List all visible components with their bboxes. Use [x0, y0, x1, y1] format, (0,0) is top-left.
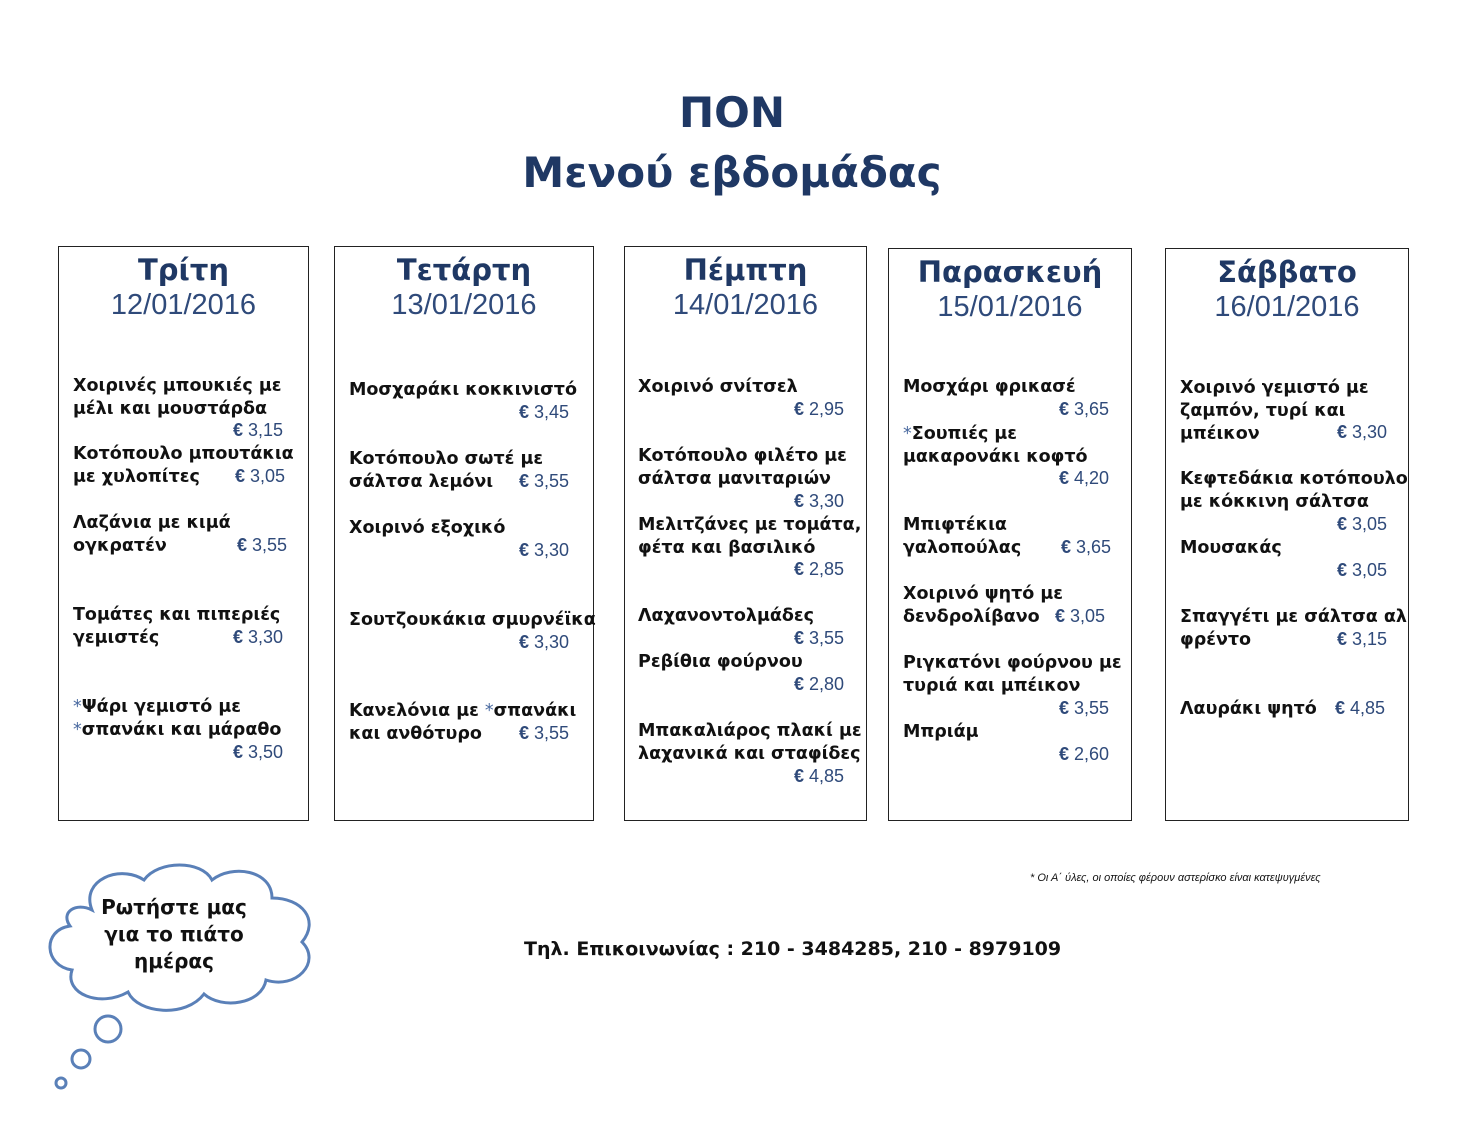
dish-name: Ρεβίθια φούρνου — [638, 652, 803, 672]
dish-name: Κοτόπουλο φιλέτο με σάλτσα μανιταριών — [638, 446, 847, 489]
dish-price: € 3,55 — [237, 535, 288, 555]
dish-name: Λαζάνια με κιμά ογκρατέν — [73, 513, 231, 556]
dish-price: € 3,05 — [1337, 514, 1388, 534]
day-card-thursday — [624, 246, 867, 821]
day-name: Πέμπτη — [683, 253, 808, 287]
dish-price: € 3,30 — [519, 540, 570, 560]
dish-name: Κεφτεδάκια κοτόπουλο με κόκκινη σάλτσα — [1180, 469, 1408, 512]
dish-price: € 3,15 — [1337, 629, 1388, 649]
dish-price: € 2,85 — [794, 559, 845, 579]
day-date: 14/01/2016 — [672, 289, 819, 321]
day-name: Σάββατο — [1217, 255, 1357, 289]
asterisk-mark: * — [73, 720, 82, 740]
dish-price: € 3,30 — [794, 491, 845, 511]
dish-price: € 3,55 — [519, 471, 570, 491]
day-date: 15/01/2016 — [937, 291, 1083, 323]
dish-name: Λαχανοντολμάδες — [638, 606, 815, 626]
dish-price: € 3,65 — [1061, 537, 1112, 557]
dish-name: Τομάτες και πιπεριές γεμιστές — [73, 605, 281, 648]
menu-title: Μενού εβδομάδας — [522, 148, 942, 197]
dish-name: *Ψάρι γεμιστό με *σπανάκι και μάραθο — [73, 697, 282, 740]
dish-name: Σουτζουκάκια σμυρνέϊκα — [349, 610, 596, 630]
dish-name: Χοιρινό ψητό με δενδρολίβανο — [903, 584, 1063, 627]
dish-name: Κοτόπουλο μπουτάκια με χυλοπίτες — [73, 444, 294, 487]
dish-price: € 3,45 — [519, 402, 570, 422]
asterisk-mark: * — [484, 701, 494, 721]
dish-price: € 3,15 — [233, 420, 284, 440]
dish-name: Ριγκατόνι φούρνου με τυριά και μπέικον — [903, 653, 1122, 696]
dish-price: € 3,05 — [235, 466, 286, 486]
dish-name: Κοτόπουλο σωτέ με σάλτσα λεμόνι — [349, 449, 544, 492]
dish-price: € 3,30 — [519, 632, 570, 652]
dish-name: *Σουπιές με μακαρονάκι κοφτό — [903, 424, 1088, 467]
dish-price: € 2,95 — [794, 399, 845, 419]
dish-price: € 3,05 — [1055, 606, 1106, 626]
dish-price: € 3,30 — [1337, 422, 1388, 442]
day-card-friday — [888, 248, 1132, 821]
dish-price: € 3,55 — [519, 723, 570, 743]
asterisk-mark: * — [903, 424, 912, 444]
dish-price: € 3,55 — [794, 628, 845, 648]
day-card-saturday — [1165, 248, 1409, 821]
dish-name: Χοιρινό σνίτσελ — [638, 377, 798, 397]
dish-name: Μοσχάρι φρικασέ — [903, 377, 1076, 397]
dish-price: € 3,65 — [1059, 399, 1110, 419]
dish-name: Μπιφτέκια γαλοπούλας — [903, 515, 1022, 558]
dish-of-day-cloud-text: Ρωτήστε μας για το πιάτο ημέρας — [101, 895, 247, 973]
menu-org-title: ΠΟΝ — [678, 88, 785, 137]
dish-price: € 4,85 — [794, 766, 845, 786]
dish-name: Μοσχαράκι κοκκινιστό — [349, 380, 577, 400]
dish-name: Λαυράκι ψητό — [1180, 699, 1317, 719]
dish-price: € 3,55 — [1059, 698, 1110, 718]
day-name: Τρίτη — [138, 253, 229, 287]
dish-price: € 3,30 — [233, 627, 284, 647]
dish-price: € 4,20 — [1059, 468, 1110, 488]
day-name: Παρασκευή — [917, 255, 1103, 289]
dish-name: Χοιρινό εξοχικό — [349, 518, 506, 538]
day-card-wednesday — [334, 246, 594, 821]
dish-price: € 2,80 — [794, 674, 845, 694]
dish-price: € 3,50 — [233, 742, 284, 762]
dish-price: € 4,85 — [1335, 698, 1386, 718]
asterisk-mark: * — [73, 697, 82, 717]
dish-price: € 3,05 — [1337, 560, 1388, 580]
day-date: 16/01/2016 — [1214, 291, 1360, 323]
dish-name: Χοιρινό γεμιστό με ζαμπόν, τυρί και μπέικον — [1180, 378, 1369, 444]
dish-name: Μουσακάς — [1180, 538, 1282, 558]
contact-phone: Τηλ. Επικοινωνίας : 210 - 3484285, 210 - 8979109 — [524, 938, 1062, 960]
dish-name: Μελιτζάνες με τομάτα, φέτα και βασιλικό — [638, 515, 862, 558]
day-date: 12/01/2016 — [110, 289, 257, 321]
dish-name: Κανελόνια με *σπανάκι και ανθότυρο — [349, 701, 577, 744]
dish-name: Μπακαλιάρος πλακί με λαχανικά και σταφίδες — [638, 721, 862, 764]
day-card-tuesday — [58, 246, 309, 821]
day-date: 13/01/2016 — [391, 289, 537, 321]
dish-name: Σπαγγέτι με σάλτσα αλ φρέντο — [1180, 607, 1407, 650]
frozen-ingredients-footnote: * Οι Α΄ ύλες, οι οποίες φέρουν αστερίσκο είναι κατεψυγμένες — [1030, 872, 1321, 884]
day-name: Τετάρτη — [396, 253, 532, 287]
dish-price: € 2,60 — [1059, 744, 1110, 764]
dish-name: Χοιρινές μπουκιές με μέλι και μουστάρδα — [73, 376, 282, 419]
dish-name: Μπριάμ — [903, 722, 979, 742]
